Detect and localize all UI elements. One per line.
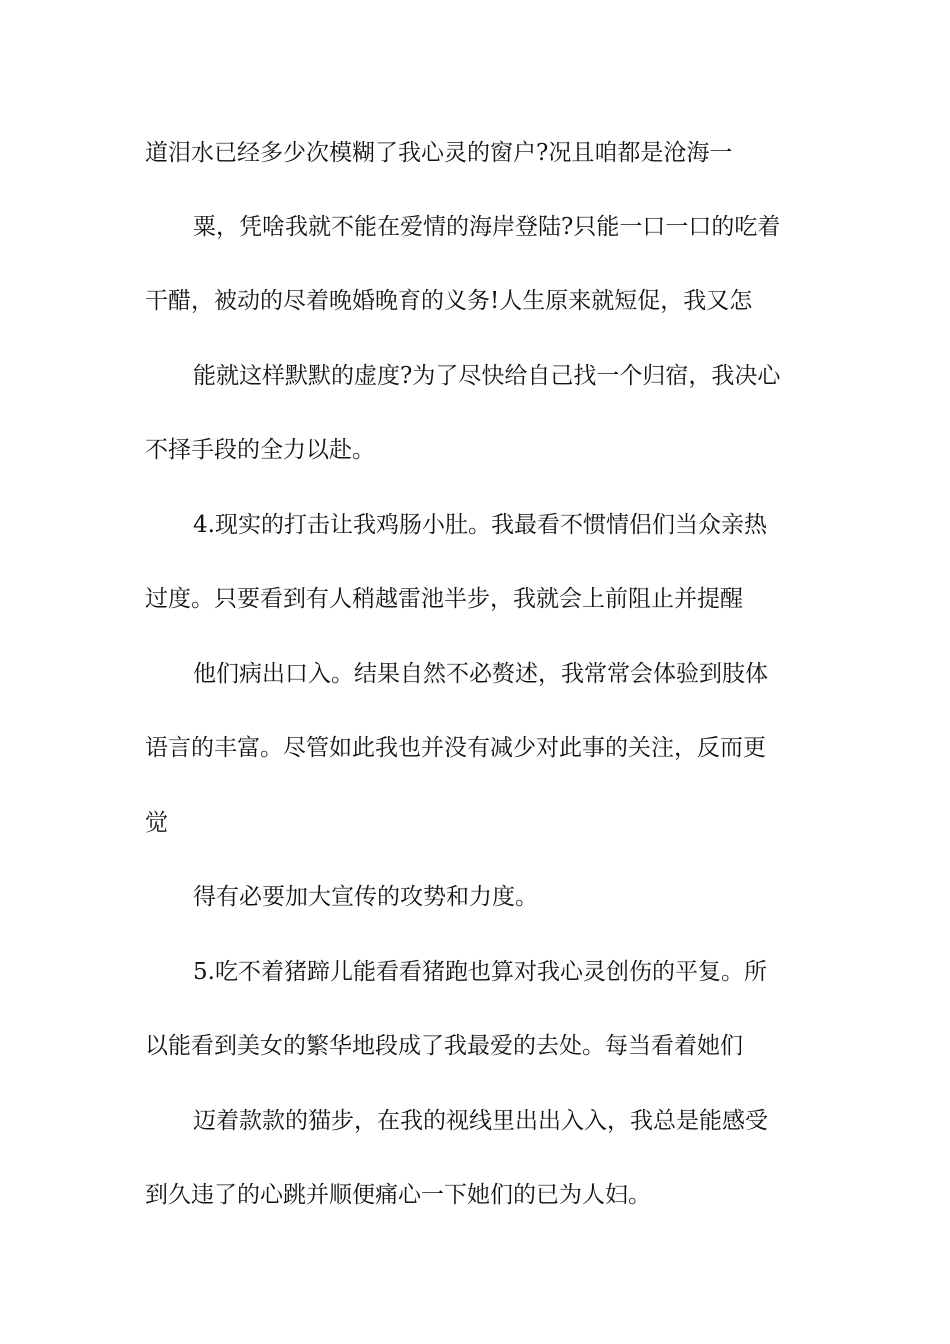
text-line: 能就这样默默的虚度?为了尽快给自己找一个归宿，我决心 xyxy=(193,363,781,389)
text-line: 粟，凭啥我就不能在爱情的海岸登陆?只能一口一口的吃着 xyxy=(193,214,781,240)
text-line: 4.现实的打击让我鸡肠小肚。我最看不惯情侣们当众亲热 xyxy=(193,512,767,538)
text-line: 过度。只要看到有人稍越雷池半步，我就会上前阻止并提醒 xyxy=(145,586,743,612)
text-line: 觉 xyxy=(145,810,168,836)
text-line: 得有必要加大宣传的攻势和力度。 xyxy=(193,884,538,910)
text-line: 迈着款款的猫步，在我的视线里出出入入，我总是能感受 xyxy=(193,1108,768,1134)
text-line: 干醋，被动的尽着晚婚晚育的义务!人生原来就短促，我又怎 xyxy=(145,288,753,314)
text-line: 以能看到美女的繁华地段成了我最爱的去处。每当看着她们 xyxy=(145,1033,743,1059)
text-line: 到久违了的心跳并顺便痛心一下她们的已为人妇。 xyxy=(145,1182,651,1208)
text-line: 5.吃不着猪蹄儿能看看猪跑也算对我心灵创伤的平复。所 xyxy=(193,959,767,985)
text-line: 语言的丰富。尽管如此我也并没有减少对此事的关注，反而更 xyxy=(145,735,766,761)
text-line: 不择手段的全力以赴。 xyxy=(145,437,375,463)
text-line: 他们病出口入。结果自然不必赘述，我常常会体验到肢体 xyxy=(193,661,768,687)
text-line: 道泪水已经多少次模糊了我心灵的窗户?况且咱都是沧海一 xyxy=(145,140,733,166)
